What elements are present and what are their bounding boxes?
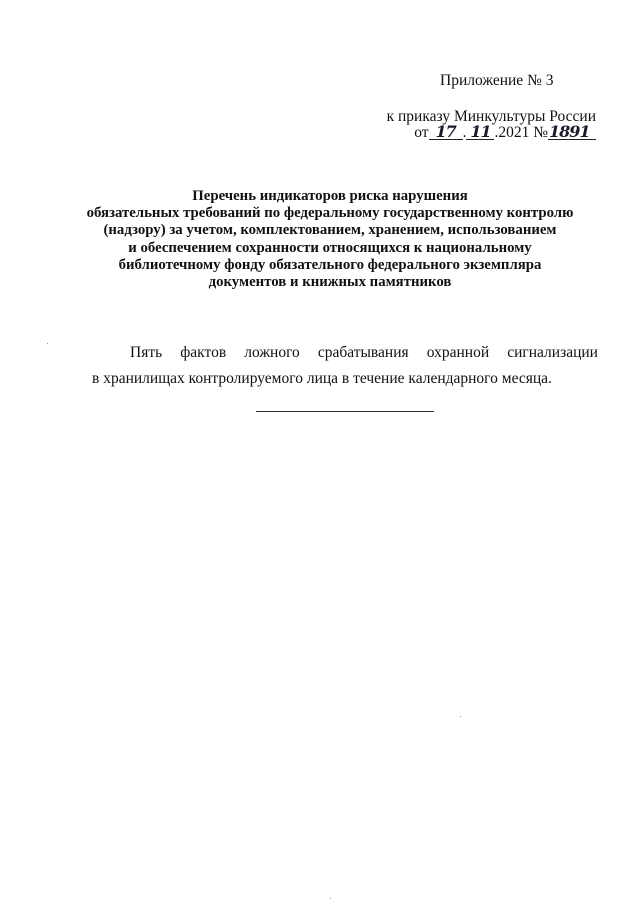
title-line: обязательных требований по федеральному государственному контролю bbox=[86, 205, 574, 222]
dot-separator: . bbox=[462, 124, 467, 141]
order-prefix: от bbox=[414, 124, 429, 141]
body-paragraph-line-2: в хранилищах контролируемого лица в течение календарного месяца. bbox=[92, 370, 552, 387]
body-word: сигнализации bbox=[507, 344, 598, 361]
title-line: (надзору) за учетом, комплектованием, хранением, использованием bbox=[103, 222, 557, 239]
body-word: охранной bbox=[426, 344, 490, 361]
scan-speck bbox=[47, 343, 48, 344]
handwritten-month: 11 bbox=[466, 124, 494, 140]
title-line: библиотечному фонду обязательного федерального экземпляра bbox=[118, 256, 542, 273]
handwritten-order-number: 1891 bbox=[548, 124, 596, 140]
body-word: Пять bbox=[130, 344, 163, 361]
scan-speck bbox=[460, 716, 461, 717]
date-suffix: .2021 № bbox=[494, 124, 548, 141]
end-separator-line bbox=[256, 411, 434, 412]
document-title bbox=[60, 188, 600, 291]
order-date-number bbox=[414, 124, 596, 142]
handwritten-day: 17 bbox=[429, 124, 463, 140]
scan-speck bbox=[330, 898, 331, 899]
body-paragraph-line-1 bbox=[130, 344, 598, 362]
appendix-title: Приложение № 3 bbox=[440, 72, 554, 89]
title-line: документов и книжных памятников bbox=[208, 274, 452, 291]
title-line: Перечень индикаторов риска нарушения bbox=[192, 188, 468, 204]
body-word: срабатывания bbox=[317, 344, 409, 361]
order-reference-line: к приказу Минкультуры России bbox=[386, 108, 596, 125]
body-word: ложного bbox=[244, 344, 300, 361]
title-line: и обеспечением сохранности относящихся к национальному bbox=[128, 239, 532, 256]
body-word: фактов bbox=[180, 344, 227, 361]
